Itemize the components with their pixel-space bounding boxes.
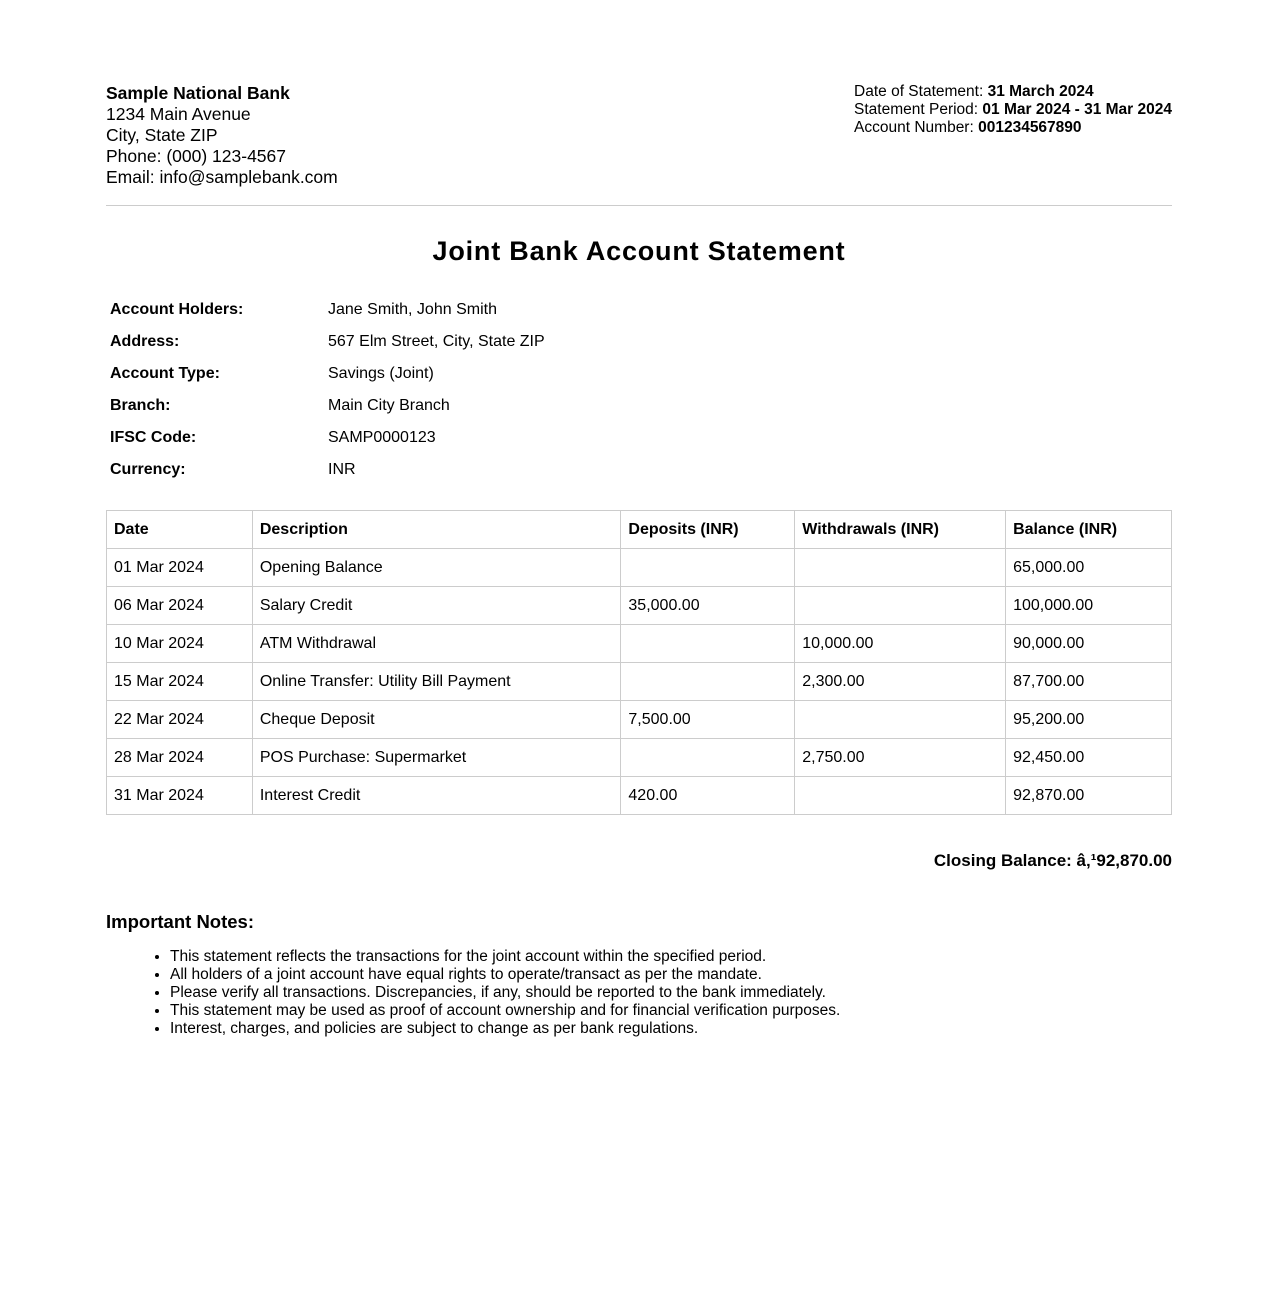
detail-label: Account Holders: — [110, 301, 244, 318]
bank-info — [106, 83, 338, 188]
statement-date-label: Date of Statement: — [854, 83, 984, 100]
cell-balance: 65,000.00 — [1006, 549, 1172, 587]
table-row — [107, 663, 1172, 701]
cell-deposit — [621, 663, 795, 701]
bank-address-line2: City, State ZIP — [106, 125, 218, 145]
cell-deposit: 7,500.00 — [621, 701, 795, 739]
cell-date: 06 Mar 2024 — [107, 587, 253, 625]
detail-label: Currency: — [110, 461, 186, 478]
cell-withdrawal: 2,750.00 — [795, 739, 1006, 777]
detail-value: Savings (Joint) — [328, 365, 434, 382]
cell-withdrawal: 2,300.00 — [795, 663, 1006, 701]
cell-date: 15 Mar 2024 — [107, 663, 253, 701]
detail-value: 567 Elm Street, City, State ZIP — [328, 333, 545, 350]
cell-description: Online Transfer: Utility Bill Payment — [252, 663, 621, 701]
cell-date: 10 Mar 2024 — [107, 625, 253, 663]
bank-email: Email: info@samplebank.com — [106, 167, 338, 187]
cell-balance: 100,000.00 — [1006, 587, 1172, 625]
table-row — [107, 625, 1172, 663]
detail-value: INR — [328, 461, 356, 478]
account-number-value: 001234567890 — [978, 119, 1082, 136]
cell-balance: 87,700.00 — [1006, 663, 1172, 701]
table-row — [107, 739, 1172, 777]
table-row — [107, 587, 1172, 625]
cell-balance: 90,000.00 — [1006, 625, 1172, 663]
cell-deposit — [621, 625, 795, 663]
cell-date: 28 Mar 2024 — [107, 739, 253, 777]
statement-date — [854, 83, 1172, 101]
table-row — [107, 777, 1172, 815]
cell-date: 22 Mar 2024 — [107, 701, 253, 739]
cell-withdrawal — [795, 549, 1006, 587]
table-header-row — [107, 511, 1172, 549]
notes-list — [106, 948, 840, 1038]
column-header-withdrawals: Withdrawals (INR) — [795, 511, 1006, 549]
detail-label: IFSC Code: — [110, 429, 197, 446]
statement-info — [854, 83, 1172, 137]
detail-row-account-type — [110, 358, 545, 390]
cell-withdrawal: 10,000.00 — [795, 625, 1006, 663]
page-title: Joint Bank Account Statement — [432, 236, 846, 266]
bank-address-line1: 1234 Main Avenue — [106, 104, 251, 124]
column-header-deposits: Deposits (INR) — [621, 511, 795, 549]
detail-label: Account Type: — [110, 365, 220, 382]
list-item: • Interest, charges, and policies are subject to change as per bank regulations. — [170, 1020, 840, 1038]
cell-description: Cheque Deposit — [252, 701, 621, 739]
cell-deposit: 420.00 — [621, 777, 795, 815]
table-row — [107, 701, 1172, 739]
cell-description: ATM Withdrawal — [252, 625, 621, 663]
detail-row-currency — [110, 454, 545, 486]
detail-label: Address: — [110, 333, 180, 350]
account-details — [110, 294, 545, 486]
list-item: • This statement may be used as proof of account ownership and for financial verification purposes. — [170, 1002, 840, 1020]
detail-label: Branch: — [110, 397, 171, 414]
account-number-label: Account Number: — [854, 119, 974, 136]
statement-period — [854, 101, 1172, 119]
cell-withdrawal — [795, 701, 1006, 739]
cell-description: Salary Credit — [252, 587, 621, 625]
cell-balance: 92,450.00 — [1006, 739, 1172, 777]
detail-value: SAMP0000123 — [328, 429, 436, 446]
detail-row-account-holders — [110, 294, 545, 326]
statement-period-label: Statement Period: — [854, 101, 979, 118]
list-item: • Please verify all transactions. Discrepancies, if any, should be reported to the bank immediately. — [170, 984, 840, 1002]
column-header-balance: Balance (INR) — [1006, 511, 1172, 549]
cell-withdrawal — [795, 587, 1006, 625]
statement-page — [106, 0, 1172, 1037]
statement-header — [106, 0, 1172, 206]
detail-value: Main City Branch — [328, 397, 450, 414]
cell-deposit: 35,000.00 — [621, 587, 795, 625]
detail-row-address — [110, 326, 545, 358]
cell-date: 01 Mar 2024 — [107, 549, 253, 587]
cell-balance: 95,200.00 — [1006, 701, 1172, 739]
cell-description: Opening Balance — [252, 549, 621, 587]
statement-date-value: 31 March 2024 — [987, 83, 1094, 100]
cell-description: Interest Credit — [252, 777, 621, 815]
account-number — [854, 119, 1172, 137]
detail-row-branch — [110, 390, 545, 422]
closing-balance: Closing Balance: â‚¹92,870.00 — [933, 851, 1172, 870]
statement-period-value: 01 Mar 2024 - 31 Mar 2024 — [982, 101, 1172, 118]
notes-heading: Important Notes: — [106, 911, 254, 932]
transactions-table — [106, 510, 1172, 815]
cell-deposit — [621, 739, 795, 777]
cell-deposit — [621, 549, 795, 587]
cell-withdrawal — [795, 777, 1006, 815]
list-item: • All holders of a joint account have equal rights to operate/transact as per the mandate. — [170, 966, 840, 984]
cell-description: POS Purchase: Supermarket — [252, 739, 621, 777]
column-header-date: Date — [107, 511, 253, 549]
detail-value: Jane Smith, John Smith — [328, 301, 497, 318]
cell-balance: 92,870.00 — [1006, 777, 1172, 815]
column-header-description: Description — [252, 511, 621, 549]
list-item: • This statement reflects the transactions for the joint account within the specified period. — [170, 948, 840, 966]
cell-date: 31 Mar 2024 — [107, 777, 253, 815]
bank-phone: Phone: (000) 123-4567 — [106, 146, 286, 166]
table-row — [107, 549, 1172, 587]
detail-row-ifsc — [110, 422, 545, 454]
bank-name: Sample National Bank — [106, 83, 290, 103]
